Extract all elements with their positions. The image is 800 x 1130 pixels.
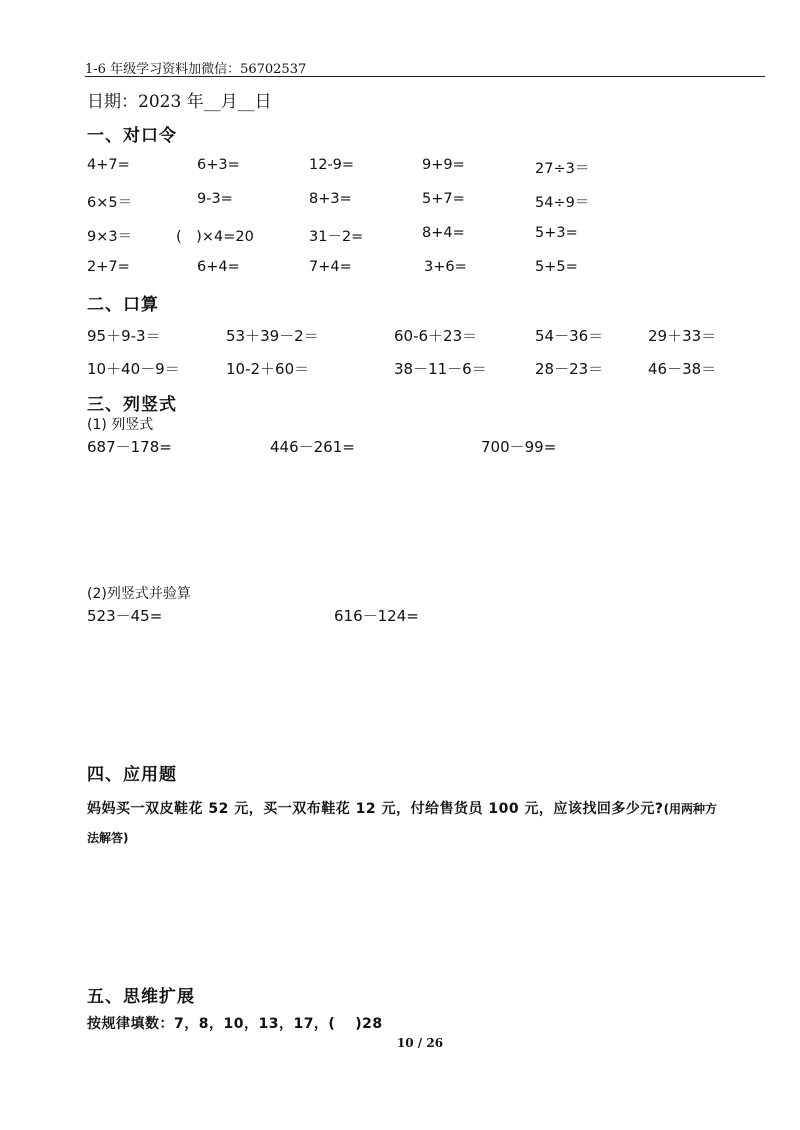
s4-problem-line2: 法解答) — [87, 831, 129, 845]
s3-part1-label: (1) 列竖式 — [87, 417, 154, 433]
s1-row3-item5: 5+3= — [535, 225, 578, 241]
s1-row1-item1: 4+7= — [87, 157, 130, 173]
s5-problem: 按规律填数：7，8，10，13，17，( )28 — [87, 1016, 383, 1032]
section-4-title: 四、应用题 — [87, 765, 177, 785]
header-text: 1-6 年级学习资料加微信：56702537 — [85, 62, 307, 77]
s3-part1-item3: 700－99= — [481, 438, 557, 456]
s1-row1-item2: 6+3= — [197, 157, 240, 173]
s3-part1-item1: 687－178= — [87, 438, 172, 456]
s2-row1-item2: 53＋39－2＝ — [226, 327, 319, 345]
s2-row1-item4: 54－36＝ — [535, 327, 604, 345]
s1-row3-item2: ( )×4=20 — [176, 229, 254, 245]
s2-row2-item3: 38－11－6＝ — [394, 360, 487, 378]
s4-problem-line1 — [87, 798, 717, 818]
section-5-title: 五、思维扩展 — [87, 987, 195, 1007]
s1-row4-item4: 3+6= — [424, 259, 467, 275]
s1-row4-item1: 2+7= — [87, 259, 130, 275]
s3-part2-label: (2)列竖式并验算 — [87, 586, 191, 602]
s1-row1-item4: 9+9= — [422, 157, 465, 173]
s1-row4-item5: 5+5= — [535, 259, 578, 275]
date-line: 日期：2023 年__月__日 — [87, 92, 272, 112]
s2-row2-item5: 46－38＝ — [648, 360, 717, 378]
s1-row3-item4: 8+4= — [422, 225, 465, 241]
s1-row2-item3: 8+3= — [309, 191, 352, 207]
s1-row2-item4: 5+7= — [422, 191, 465, 207]
s1-row1-item5: 27÷3＝ — [535, 161, 590, 177]
s2-row1-item1: 95＋9-3＝ — [87, 327, 161, 345]
s1-row1-item3: 12-9= — [309, 157, 355, 173]
s4-problem-text: 妈妈买一双皮鞋花 52 元，买一双布鞋花 12 元，付给售货员 100 元，应该找回多少元? — [87, 801, 664, 817]
s4-problem-note: (用两种方 — [663, 802, 718, 816]
s3-part1-item2: 446－261= — [270, 438, 355, 456]
section-2-title: 二、口算 — [87, 295, 159, 315]
s3-part2-item2: 616－124= — [334, 607, 419, 625]
s2-row1-item3: 60-6＋23＝ — [394, 327, 478, 345]
section-3-title: 三、列竖式 — [87, 395, 177, 415]
s1-row3-item3: 31－2= — [309, 229, 364, 245]
header-divider — [85, 76, 765, 77]
s1-row3-item1: 9×3＝ — [87, 229, 133, 245]
section-1-title: 一、对口令 — [87, 126, 177, 146]
page-number: 10 / 26 — [396, 1036, 444, 1050]
s1-row2-item1: 6×5＝ — [87, 195, 133, 211]
s2-row2-item1: 10＋40－9＝ — [87, 360, 180, 378]
s2-row2-item4: 28－23＝ — [535, 360, 604, 378]
s2-row2-item2: 10-2＋60＝ — [226, 360, 310, 378]
s3-part2-item1: 523－45= — [87, 607, 163, 625]
s1-row2-item5: 54÷9＝ — [535, 195, 590, 211]
s1-row2-item2: 9-3= — [197, 191, 233, 207]
s1-row4-item2: 6+4= — [197, 259, 240, 275]
s1-row4-item3: 7+4= — [309, 259, 352, 275]
s2-row1-item5: 29＋33＝ — [648, 327, 717, 345]
